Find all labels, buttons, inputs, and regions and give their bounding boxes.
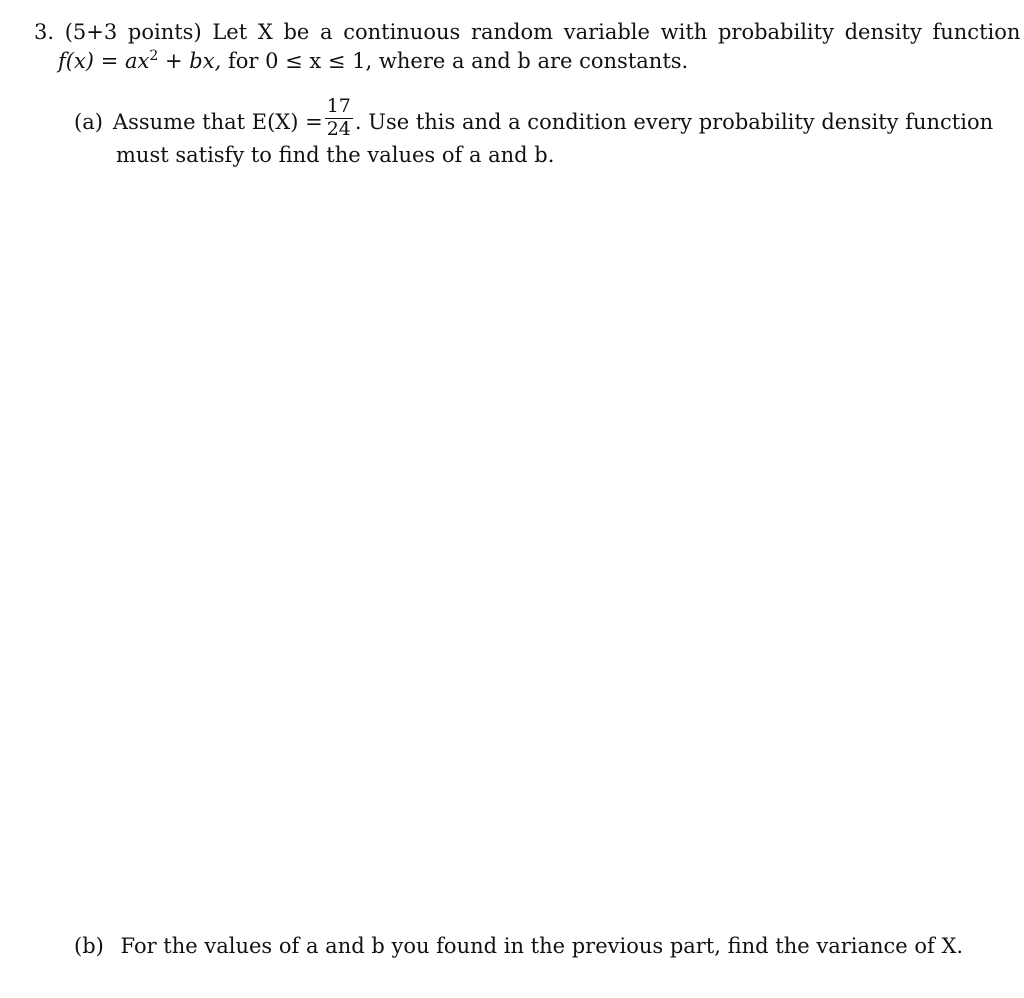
question-points: (5+3 points) — [64, 20, 202, 44]
answer-space-a — [34, 180, 1000, 920]
pdf-rest: where a and b are constants. — [378, 49, 689, 73]
part-a-line1 — [74, 94, 993, 150]
question-number: 3. — [34, 20, 55, 44]
question-intro: Let X be a continuous random variable with probability density function — [212, 20, 1021, 44]
pdf-domain: 0 ≤ x ≤ 1, — [265, 49, 373, 73]
pdf-term2: bx, — [189, 49, 222, 73]
part-b-label: (b) — [74, 934, 104, 958]
part-a-line2-text: must satisfy to find the values of a and b. — [116, 143, 555, 167]
part-a-fraction — [325, 94, 353, 140]
pdf-exponent: 2 — [149, 48, 159, 64]
pdf-plus: + — [164, 49, 183, 73]
pdf-eq: = — [100, 49, 119, 73]
pdf-definition-line — [58, 48, 689, 73]
pdf-domain-text: for — [227, 49, 259, 73]
fraction-denominator: 24 — [326, 117, 351, 140]
part-b-line — [74, 936, 963, 957]
part-a-text-after: . Use this and a condition every probability density function — [354, 109, 994, 134]
part-a-line2 — [116, 145, 554, 166]
pdf-term1: ax — [125, 49, 150, 73]
part-a-text-before: Assume that E(X) = — [112, 109, 323, 134]
question-header-line — [34, 20, 1021, 44]
part-a-label: (a) — [74, 109, 103, 134]
pdf-lhs: f(x) — [58, 49, 95, 73]
fraction-numerator: 17 — [326, 94, 351, 117]
part-b-text: For the values of a and b you found in the previous part, find the variance of X. — [120, 934, 964, 958]
